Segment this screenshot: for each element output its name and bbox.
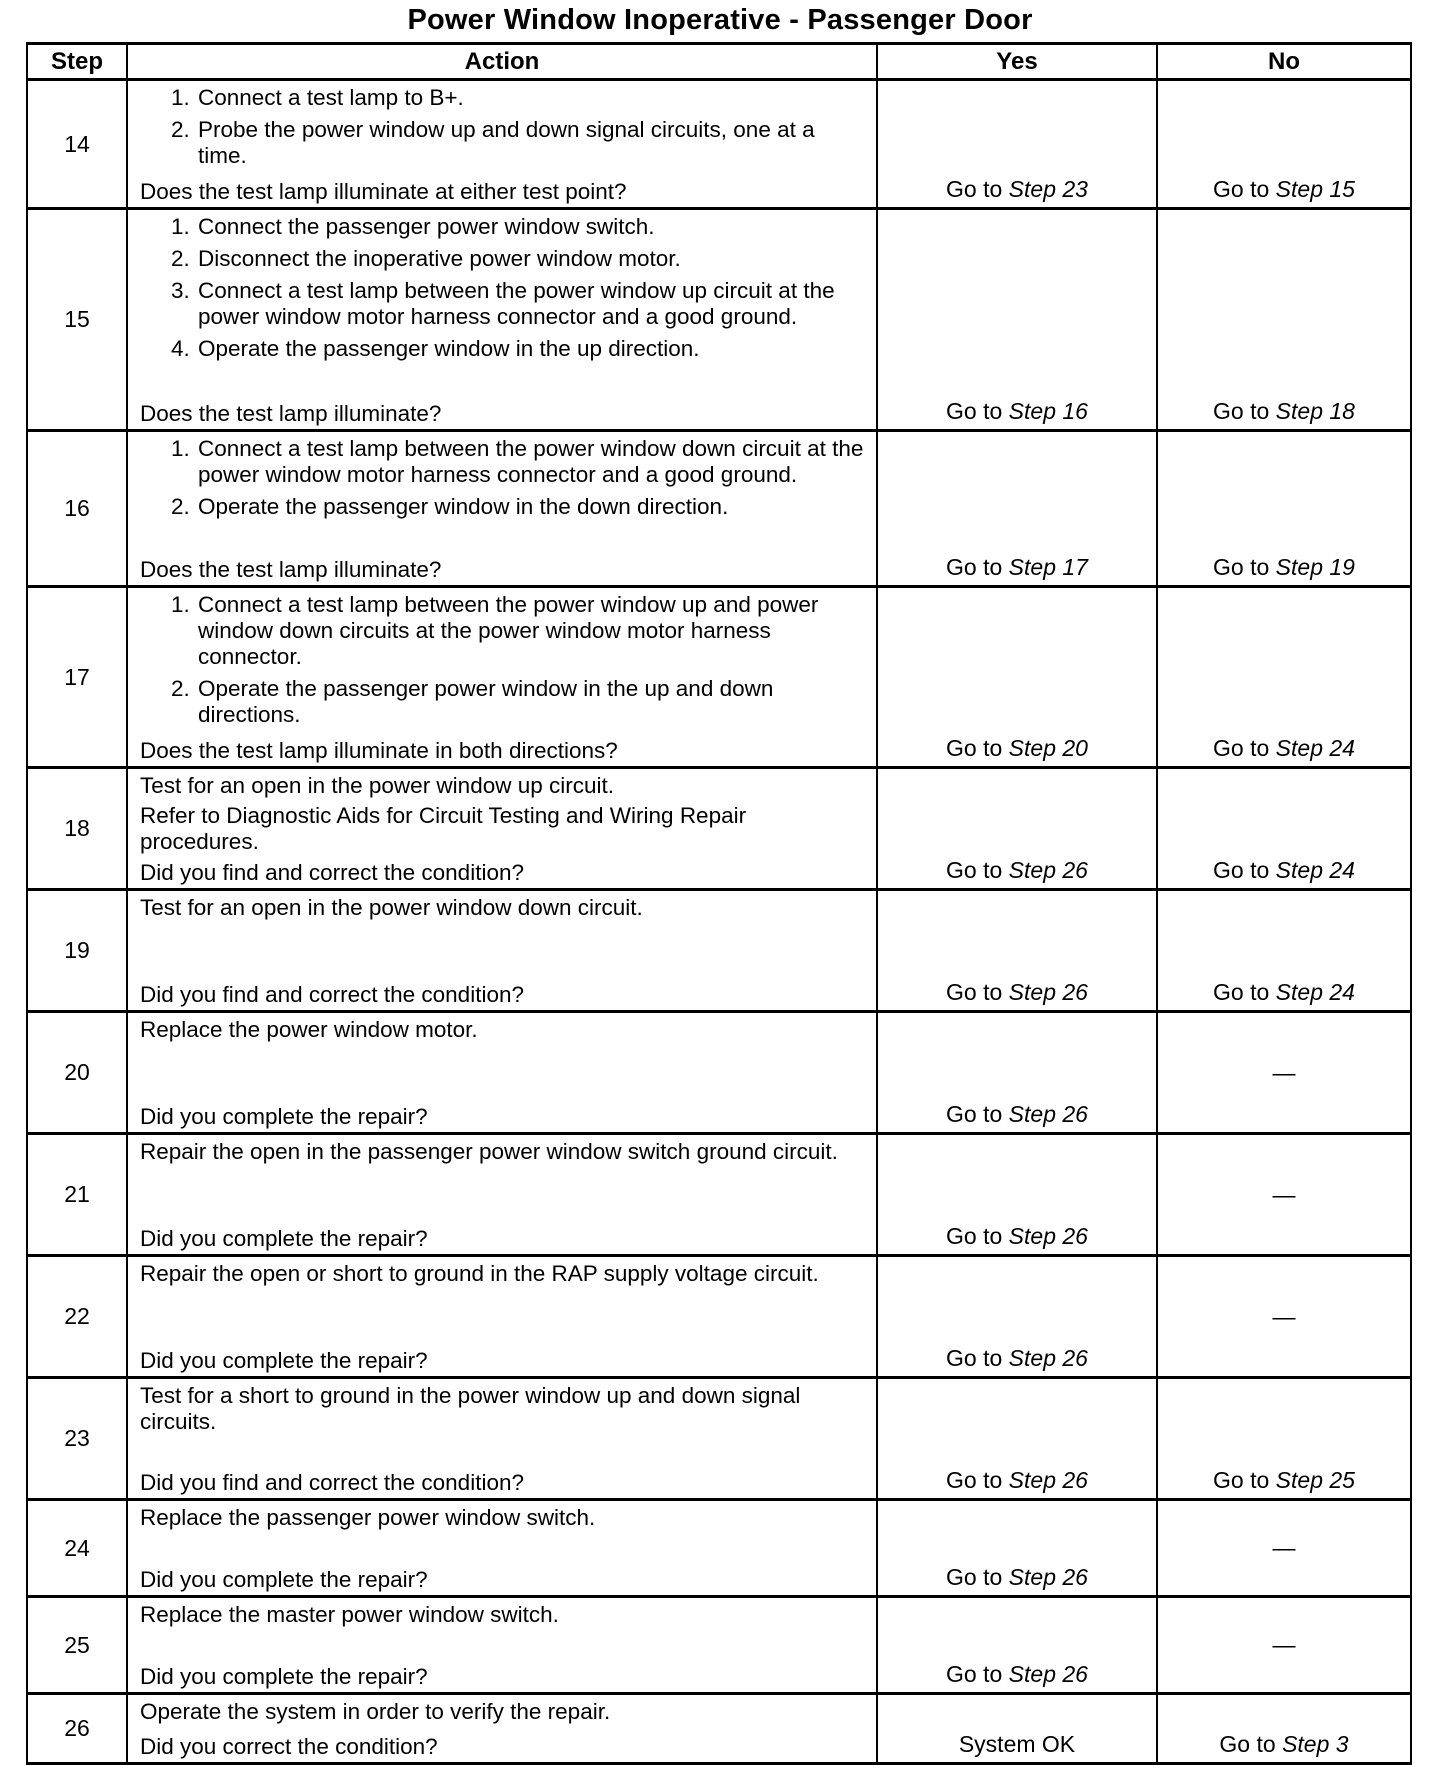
goto-no-link — [1158, 735, 1410, 762]
no-cell — [1157, 1694, 1411, 1764]
no-cell — [1157, 768, 1411, 890]
yes-cell — [877, 587, 1157, 768]
goto-prefix: Go to — [1213, 735, 1270, 761]
action-text: Test for a short to ground in the power window up and down signal circuits. — [140, 1383, 801, 1434]
step-number: 15 — [27, 209, 127, 431]
action-step-item: 2. Operate the passenger window in the down direction. — [196, 494, 864, 520]
goto-prefix: Go to — [946, 1345, 1003, 1371]
action-cell — [127, 1694, 877, 1764]
action-step-item: 2. Disconnect the inoperative power window motor. — [196, 246, 864, 272]
action-cell — [127, 1134, 877, 1256]
action-text: Repair the open in the passenger power window switch ground circuit. — [140, 1139, 838, 1164]
action-steps-list — [140, 85, 864, 169]
step-number: 16 — [27, 431, 127, 587]
no-cell — [1157, 209, 1411, 431]
goto-prefix: Go to — [1213, 554, 1270, 580]
action-text: Refer to Diagnostic Aids for Circuit Testing and Wiring Repair procedures. — [140, 803, 747, 854]
goto-yes-link — [878, 1345, 1156, 1372]
action-text: Test for an open in the power window up circuit. — [140, 773, 615, 798]
step-number: 23 — [27, 1378, 127, 1500]
goto-step: Step 26 — [1008, 1564, 1088, 1590]
action-question: Did you complete the repair? — [140, 1664, 428, 1689]
goto-prefix: Go to — [946, 554, 1003, 580]
goto-no-link — [1158, 398, 1410, 425]
step-number: 25 — [27, 1597, 127, 1694]
table-row — [27, 80, 1411, 209]
goto-yes-link — [878, 1101, 1156, 1128]
header-yes: Yes — [877, 44, 1157, 80]
goto-yes-link — [878, 979, 1156, 1006]
action-question: Did you find and correct the condition? — [140, 860, 524, 885]
step-number: 22 — [27, 1256, 127, 1378]
goto-step: Step 16 — [1008, 398, 1088, 424]
action-text: Replace the passenger power window switch. — [140, 1505, 596, 1530]
action-question: Did you complete the repair? — [140, 1567, 428, 1592]
header-no: No — [1157, 44, 1411, 80]
no-cell — [1157, 1378, 1411, 1500]
action-question: Did you correct the condition? — [140, 1734, 438, 1759]
action-step-item: 3. Connect a test lamp between the power window up circuit at the power window motor harness connector and a good ground. — [196, 278, 864, 330]
action-step-item: 2. Probe the power window up and down signal circuits, one at a time. — [196, 117, 864, 169]
goto-prefix: Go to — [946, 398, 1003, 424]
goto-step: Step 24 — [1275, 857, 1355, 883]
goto-step: Step 20 — [1008, 735, 1088, 761]
action-cell — [127, 890, 877, 1012]
action-cell — [127, 431, 877, 587]
goto-step: Step 26 — [1008, 1345, 1088, 1371]
table-row — [27, 1378, 1411, 1500]
not-applicable-dash: — — [1272, 1059, 1296, 1085]
action-question: Did you find and correct the condition? — [140, 982, 524, 1007]
table-row — [27, 1012, 1411, 1134]
yes-cell — [877, 431, 1157, 587]
step-number: 18 — [27, 768, 127, 890]
action-question: Does the test lamp illuminate in both directions? — [140, 738, 618, 763]
no-cell — [1157, 587, 1411, 768]
yes-cell — [877, 1134, 1157, 1256]
goto-yes-link — [878, 1661, 1156, 1688]
table-row — [27, 587, 1411, 768]
yes-cell — [877, 1597, 1157, 1694]
page-title: Power Window Inoperative - Passenger Door — [407, 4, 1033, 36]
goto-no-link — [1158, 979, 1410, 1006]
action-question: Did you complete the repair? — [140, 1348, 428, 1373]
no-cell — [1157, 1597, 1411, 1694]
action-step-item: 4. Operate the passenger window in the up direction. — [196, 336, 864, 362]
goto-step: Step 24 — [1275, 979, 1355, 1005]
no-cell — [1157, 431, 1411, 587]
action-question: Did you complete the repair? — [140, 1104, 428, 1129]
diagnostic-table — [26, 42, 1412, 1765]
table-row — [27, 1694, 1411, 1764]
no-cell — [1157, 890, 1411, 1012]
action-cell — [127, 209, 877, 431]
action-cell — [127, 80, 877, 209]
goto-step: Step 26 — [1008, 1467, 1088, 1493]
goto-step: Step 19 — [1275, 554, 1355, 580]
step-number: 20 — [27, 1012, 127, 1134]
action-steps-list — [140, 436, 864, 520]
goto-prefix: Go to — [946, 1467, 1003, 1493]
action-question: Does the test lamp illuminate? — [140, 557, 442, 582]
yes-cell — [877, 209, 1157, 431]
action-text: Replace the master power window switch. — [140, 1602, 559, 1627]
goto-no-link — [1158, 554, 1410, 581]
step-number: 19 — [27, 890, 127, 1012]
goto-step: Step 23 — [1008, 176, 1088, 202]
result-text: System OK — [958, 1731, 1076, 1757]
action-cell — [127, 768, 877, 890]
table-row — [27, 1500, 1411, 1597]
yes-cell — [877, 1378, 1157, 1500]
goto-yes-link — [878, 735, 1156, 762]
action-cell — [127, 1256, 877, 1378]
header-row — [27, 44, 1411, 80]
goto-prefix: Go to — [1213, 979, 1270, 1005]
step-number: 14 — [27, 80, 127, 209]
step-number: 17 — [27, 587, 127, 768]
action-step-item: 2. Operate the passenger power window in the up and down directions. — [196, 676, 864, 728]
action-question: Does the test lamp illuminate at either test point? — [140, 179, 627, 204]
header-step: Step — [27, 44, 127, 80]
goto-yes-link — [878, 554, 1156, 581]
goto-yes-link — [878, 176, 1156, 203]
goto-step: Step 17 — [1008, 554, 1088, 580]
goto-yes-link — [878, 1564, 1156, 1591]
goto-step: Step 26 — [1008, 979, 1088, 1005]
action-cell — [127, 587, 877, 768]
goto-step: Step 26 — [1008, 857, 1088, 883]
goto-prefix: Go to — [1213, 398, 1270, 424]
goto-prefix: Go to — [946, 1101, 1003, 1127]
action-text: Operate the system in order to verify the repair. — [140, 1699, 611, 1724]
header-action: Action — [127, 44, 877, 80]
goto-step: Step 24 — [1275, 735, 1355, 761]
goto-yes-link — [878, 1467, 1156, 1494]
goto-step: Step 26 — [1008, 1223, 1088, 1249]
table-row — [27, 1256, 1411, 1378]
step-number: 26 — [27, 1694, 127, 1764]
no-cell — [1157, 1256, 1411, 1378]
table-row — [27, 1597, 1411, 1694]
action-cell — [127, 1012, 877, 1134]
goto-prefix: Go to — [946, 735, 1003, 761]
goto-no-link — [1158, 176, 1410, 203]
action-question: Did you find and correct the condition? — [140, 1470, 524, 1495]
goto-no-link — [1158, 1731, 1410, 1758]
not-applicable-dash: — — [1272, 1303, 1296, 1329]
step-number: 24 — [27, 1500, 127, 1597]
table-row — [27, 890, 1411, 1012]
goto-step: Step 26 — [1008, 1661, 1088, 1687]
action-step-item: 1. Connect a test lamp between the power window up and power window down circuits at the power window motor harness connector. — [196, 592, 864, 670]
goto-yes-link — [878, 398, 1156, 425]
yes-cell — [877, 768, 1157, 890]
no-cell — [1157, 1134, 1411, 1256]
no-cell — [1157, 1500, 1411, 1597]
action-text: Repair the open or short to ground in the RAP supply voltage circuit. — [140, 1261, 819, 1286]
goto-prefix: Go to — [946, 857, 1003, 883]
table-row — [27, 768, 1411, 890]
action-step-item: 1. Connect the passenger power window switch. — [196, 214, 864, 240]
action-question: Did you complete the repair? — [140, 1226, 428, 1251]
goto-prefix: Go to — [1219, 1731, 1276, 1757]
yes-cell — [877, 1012, 1157, 1134]
yes-cell — [877, 1500, 1157, 1597]
step-number: 21 — [27, 1134, 127, 1256]
goto-yes-link — [878, 857, 1156, 884]
action-step-item: 1. Connect a test lamp to B+. — [196, 85, 864, 111]
goto-step: Step 3 — [1282, 1731, 1349, 1757]
action-text: Test for an open in the power window down circuit. — [140, 895, 643, 920]
no-cell — [1157, 1012, 1411, 1134]
action-step-item: 1. Connect a test lamp between the power window down circuit at the power window motor harness connector and a good ground. — [196, 436, 864, 488]
goto-prefix: Go to — [1213, 1467, 1270, 1493]
action-steps-list — [140, 214, 864, 362]
action-cell — [127, 1378, 877, 1500]
not-applicable-dash: — — [1272, 1534, 1296, 1561]
goto-prefix: Go to — [946, 979, 1003, 1005]
goto-yes-link — [878, 1223, 1156, 1250]
goto-step: Step 25 — [1275, 1467, 1355, 1493]
action-text: Replace the power window motor. — [140, 1017, 478, 1042]
goto-prefix: Go to — [946, 1564, 1003, 1590]
goto-no-link — [1158, 1467, 1410, 1494]
goto-prefix: Go to — [946, 176, 1003, 202]
action-cell — [127, 1597, 877, 1694]
goto-prefix: Go to — [946, 1223, 1003, 1249]
goto-prefix: Go to — [1213, 857, 1270, 883]
action-steps-list — [140, 592, 864, 728]
goto-prefix: Go to — [1213, 176, 1270, 202]
goto-step: Step 15 — [1275, 176, 1355, 202]
action-question: Does the test lamp illuminate? — [140, 401, 442, 426]
goto-no-link — [1158, 857, 1410, 884]
yes-cell — [877, 80, 1157, 209]
no-cell — [1157, 80, 1411, 209]
not-applicable-dash: — — [1272, 1631, 1296, 1658]
yes-cell — [877, 1694, 1157, 1764]
goto-step: Step 18 — [1275, 398, 1355, 424]
yes-cell — [877, 890, 1157, 1012]
yes-cell — [877, 1256, 1157, 1378]
not-applicable-dash: — — [1272, 1181, 1296, 1207]
action-cell — [127, 1500, 877, 1597]
goto-prefix: Go to — [946, 1661, 1003, 1687]
table-row — [27, 1134, 1411, 1256]
goto-step: Step 26 — [1008, 1101, 1088, 1127]
table-row — [27, 209, 1411, 431]
table-row — [27, 431, 1411, 587]
